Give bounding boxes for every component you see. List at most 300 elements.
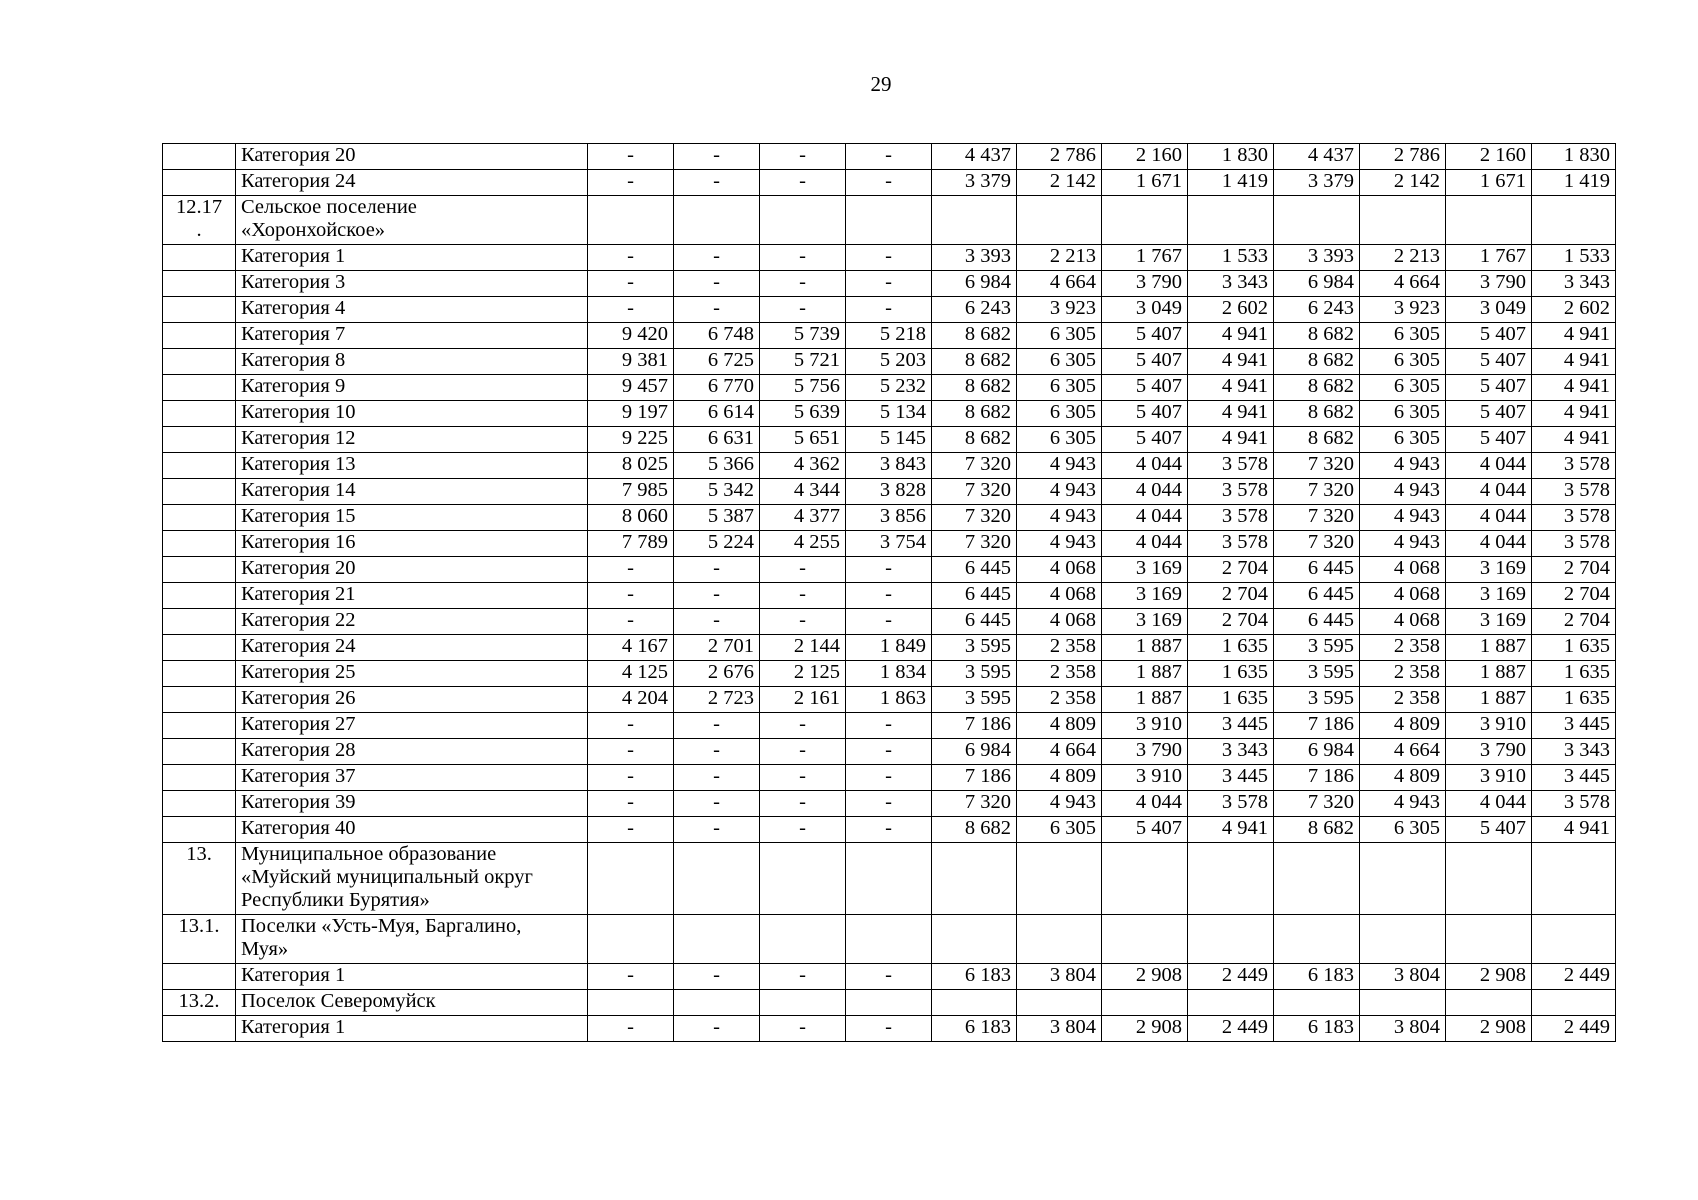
table-row bbox=[163, 479, 1616, 505]
value-cell: 8 682 bbox=[932, 401, 1017, 427]
value-cell bbox=[674, 843, 760, 915]
value-cell: - bbox=[674, 245, 760, 271]
value-cell: 4 664 bbox=[1017, 739, 1102, 765]
value-cell: 3 804 bbox=[1017, 964, 1102, 990]
row-index bbox=[163, 427, 236, 453]
value-cell: 3 049 bbox=[1102, 297, 1188, 323]
row-name: Категория 16 bbox=[236, 531, 588, 557]
value-cell: - bbox=[760, 817, 846, 843]
value-cell: 3 923 bbox=[1017, 297, 1102, 323]
value-cell: 3 910 bbox=[1446, 713, 1532, 739]
value-cell bbox=[1188, 843, 1274, 915]
value-cell: 5 651 bbox=[760, 427, 846, 453]
row-name: Категория 15 bbox=[236, 505, 588, 531]
table-row bbox=[163, 170, 1616, 196]
table-row bbox=[163, 765, 1616, 791]
row-name: Категория 40 bbox=[236, 817, 588, 843]
value-cell: 4 809 bbox=[1017, 713, 1102, 739]
row-name: Категория 4 bbox=[236, 297, 588, 323]
value-cell bbox=[674, 196, 760, 245]
value-cell: - bbox=[846, 791, 932, 817]
value-cell: 5 366 bbox=[674, 453, 760, 479]
value-cell: - bbox=[760, 964, 846, 990]
value-cell: - bbox=[674, 170, 760, 196]
value-cell: 3 445 bbox=[1188, 713, 1274, 739]
row-index bbox=[163, 297, 236, 323]
value-cell: 1 834 bbox=[846, 661, 932, 687]
value-cell: 4 044 bbox=[1102, 791, 1188, 817]
row-name: Категория 22 bbox=[236, 609, 588, 635]
table-row bbox=[163, 661, 1616, 687]
row-name: Категория 39 bbox=[236, 791, 588, 817]
row-index bbox=[163, 170, 236, 196]
table-row bbox=[163, 739, 1616, 765]
table-row bbox=[163, 144, 1616, 170]
value-cell: - bbox=[588, 791, 674, 817]
value-cell: 8 682 bbox=[932, 427, 1017, 453]
value-cell bbox=[1446, 990, 1532, 1016]
value-cell: - bbox=[846, 557, 932, 583]
value-cell: 2 125 bbox=[760, 661, 846, 687]
value-cell: 4 044 bbox=[1446, 791, 1532, 817]
row-name: Категория 24 bbox=[236, 635, 588, 661]
value-cell: - bbox=[846, 170, 932, 196]
value-cell: 4 664 bbox=[1017, 271, 1102, 297]
row-index bbox=[163, 765, 236, 791]
value-cell: 3 595 bbox=[932, 661, 1017, 687]
value-cell: 2 160 bbox=[1446, 144, 1532, 170]
row-name: Категория 27 bbox=[236, 713, 588, 739]
value-cell: 3 578 bbox=[1532, 791, 1616, 817]
value-cell bbox=[1017, 990, 1102, 1016]
value-cell: 4 437 bbox=[932, 144, 1017, 170]
value-cell: - bbox=[760, 557, 846, 583]
value-cell: - bbox=[588, 557, 674, 583]
table-row bbox=[163, 427, 1616, 453]
value-cell: 3 169 bbox=[1446, 557, 1532, 583]
table-row bbox=[163, 1016, 1616, 1042]
value-cell: 1 887 bbox=[1446, 687, 1532, 713]
row-name: Категория 7 bbox=[236, 323, 588, 349]
table-row bbox=[163, 557, 1616, 583]
value-cell bbox=[1017, 843, 1102, 915]
value-cell: - bbox=[674, 739, 760, 765]
row-index bbox=[163, 687, 236, 713]
value-cell: 1 887 bbox=[1102, 661, 1188, 687]
value-cell: 3 790 bbox=[1102, 739, 1188, 765]
value-cell: 2 161 bbox=[760, 687, 846, 713]
value-cell: 6 984 bbox=[932, 739, 1017, 765]
value-cell: 2 144 bbox=[760, 635, 846, 661]
row-name: Категория 21 bbox=[236, 583, 588, 609]
value-cell: 8 682 bbox=[1274, 375, 1360, 401]
row-index: 12.17 . bbox=[163, 196, 236, 245]
value-cell: 5 134 bbox=[846, 401, 932, 427]
value-cell: 1 635 bbox=[1532, 661, 1616, 687]
value-cell: 8 682 bbox=[1274, 323, 1360, 349]
value-cell: 6 183 bbox=[1274, 964, 1360, 990]
row-index bbox=[163, 609, 236, 635]
row-name: Категория 1 bbox=[236, 964, 588, 990]
value-cell: 5 407 bbox=[1102, 427, 1188, 453]
value-cell bbox=[1532, 990, 1616, 1016]
value-cell: 4 943 bbox=[1360, 531, 1446, 557]
value-cell: 5 407 bbox=[1102, 349, 1188, 375]
value-cell: 6 305 bbox=[1017, 427, 1102, 453]
value-cell: 3 578 bbox=[1188, 505, 1274, 531]
value-cell: 3 910 bbox=[1102, 713, 1188, 739]
value-cell: 4 943 bbox=[1017, 791, 1102, 817]
table-row bbox=[163, 401, 1616, 427]
row-name: Категория 20 bbox=[236, 557, 588, 583]
value-cell: 6 305 bbox=[1017, 349, 1102, 375]
value-cell: 3 445 bbox=[1532, 765, 1616, 791]
value-cell: 4 664 bbox=[1360, 271, 1446, 297]
value-cell: 4 941 bbox=[1532, 323, 1616, 349]
value-cell bbox=[1274, 990, 1360, 1016]
value-cell: 3 856 bbox=[846, 505, 932, 531]
value-cell: 2 358 bbox=[1017, 635, 1102, 661]
row-name: Категория 14 bbox=[236, 479, 588, 505]
value-cell: 2 449 bbox=[1188, 1016, 1274, 1042]
row-name: Категория 1 bbox=[236, 1016, 588, 1042]
value-cell bbox=[1188, 990, 1274, 1016]
value-cell: 6 770 bbox=[674, 375, 760, 401]
value-cell bbox=[932, 843, 1017, 915]
table-row bbox=[163, 990, 1616, 1016]
table-row bbox=[163, 297, 1616, 323]
row-name: Категория 25 bbox=[236, 661, 588, 687]
value-cell: 2 704 bbox=[1532, 609, 1616, 635]
value-cell bbox=[1360, 196, 1446, 245]
value-cell bbox=[1274, 915, 1360, 964]
value-cell: 5 739 bbox=[760, 323, 846, 349]
value-cell: 4 809 bbox=[1360, 765, 1446, 791]
value-cell: 8 682 bbox=[932, 817, 1017, 843]
value-cell: 5 203 bbox=[846, 349, 932, 375]
value-cell bbox=[1446, 196, 1532, 245]
value-cell: 3 595 bbox=[1274, 687, 1360, 713]
value-cell: 4 362 bbox=[760, 453, 846, 479]
value-cell: 4 941 bbox=[1532, 427, 1616, 453]
value-cell: 3 804 bbox=[1360, 1016, 1446, 1042]
value-cell: 1 887 bbox=[1446, 661, 1532, 687]
value-cell bbox=[932, 915, 1017, 964]
value-cell: 2 908 bbox=[1102, 964, 1188, 990]
value-cell bbox=[1360, 843, 1446, 915]
value-cell: 4 044 bbox=[1446, 479, 1532, 505]
value-cell: 3 790 bbox=[1446, 739, 1532, 765]
value-cell: 7 985 bbox=[588, 479, 674, 505]
value-cell bbox=[1360, 990, 1446, 1016]
value-cell: 4 068 bbox=[1017, 557, 1102, 583]
value-cell: 3 169 bbox=[1102, 557, 1188, 583]
value-cell: - bbox=[846, 739, 932, 765]
value-cell: 4 377 bbox=[760, 505, 846, 531]
value-cell: - bbox=[588, 297, 674, 323]
row-index bbox=[163, 144, 236, 170]
value-cell: 4 068 bbox=[1360, 557, 1446, 583]
value-cell: 5 756 bbox=[760, 375, 846, 401]
value-cell: 4 204 bbox=[588, 687, 674, 713]
row-index: 13.1. bbox=[163, 915, 236, 964]
value-cell: 8 682 bbox=[1274, 349, 1360, 375]
value-cell: 2 213 bbox=[1017, 245, 1102, 271]
value-cell: 6 725 bbox=[674, 349, 760, 375]
value-cell: 4 044 bbox=[1446, 531, 1532, 557]
value-cell: 2 602 bbox=[1532, 297, 1616, 323]
value-cell: 4 809 bbox=[1360, 713, 1446, 739]
value-cell bbox=[846, 196, 932, 245]
value-cell bbox=[1446, 915, 1532, 964]
value-cell: 4 044 bbox=[1446, 505, 1532, 531]
value-cell: - bbox=[674, 964, 760, 990]
value-cell: - bbox=[760, 609, 846, 635]
value-cell: 3 804 bbox=[1360, 964, 1446, 990]
value-cell: 6 445 bbox=[932, 583, 1017, 609]
value-cell: 4 437 bbox=[1274, 144, 1360, 170]
value-cell: 7 320 bbox=[932, 531, 1017, 557]
value-cell: - bbox=[760, 583, 846, 609]
value-cell: 8 682 bbox=[1274, 427, 1360, 453]
value-cell bbox=[932, 990, 1017, 1016]
row-name: Поселки «Усть-Муя, Баргалино, Муя» bbox=[236, 915, 588, 964]
value-cell: 2 358 bbox=[1360, 661, 1446, 687]
row-name: Категория 12 bbox=[236, 427, 588, 453]
value-cell: 3 790 bbox=[1446, 271, 1532, 297]
value-cell: - bbox=[588, 739, 674, 765]
value-cell: - bbox=[760, 765, 846, 791]
value-cell: 1 635 bbox=[1188, 635, 1274, 661]
value-cell: 1 533 bbox=[1532, 245, 1616, 271]
value-cell bbox=[1017, 915, 1102, 964]
value-cell: 3 578 bbox=[1532, 453, 1616, 479]
value-cell bbox=[1532, 196, 1616, 245]
value-cell: 7 186 bbox=[932, 713, 1017, 739]
value-cell: 3 393 bbox=[1274, 245, 1360, 271]
value-cell: 4 255 bbox=[760, 531, 846, 557]
value-cell: 3 843 bbox=[846, 453, 932, 479]
value-cell: 1 863 bbox=[846, 687, 932, 713]
value-cell: 4 941 bbox=[1532, 375, 1616, 401]
row-index bbox=[163, 791, 236, 817]
value-cell: 6 305 bbox=[1360, 375, 1446, 401]
value-cell: 4 943 bbox=[1360, 791, 1446, 817]
table-row bbox=[163, 687, 1616, 713]
value-cell: 4 809 bbox=[1017, 765, 1102, 791]
value-cell: 3 379 bbox=[1274, 170, 1360, 196]
value-cell: - bbox=[760, 271, 846, 297]
value-cell: 3 578 bbox=[1188, 479, 1274, 505]
value-cell: 6 984 bbox=[1274, 271, 1360, 297]
value-cell: 3 343 bbox=[1532, 739, 1616, 765]
value-cell: 3 393 bbox=[932, 245, 1017, 271]
value-cell: 7 320 bbox=[932, 453, 1017, 479]
value-cell: 3 910 bbox=[1446, 765, 1532, 791]
value-cell: 2 213 bbox=[1360, 245, 1446, 271]
value-cell: - bbox=[846, 713, 932, 739]
value-cell: 4 941 bbox=[1532, 349, 1616, 375]
value-cell: 5 387 bbox=[674, 505, 760, 531]
value-cell: 2 908 bbox=[1102, 1016, 1188, 1042]
row-index bbox=[163, 661, 236, 687]
value-cell: 2 142 bbox=[1360, 170, 1446, 196]
value-cell: 5 232 bbox=[846, 375, 932, 401]
value-cell: 3 169 bbox=[1102, 583, 1188, 609]
value-cell: 4 943 bbox=[1360, 479, 1446, 505]
row-index bbox=[163, 349, 236, 375]
value-cell: - bbox=[674, 609, 760, 635]
value-cell: 2 449 bbox=[1532, 964, 1616, 990]
value-cell: - bbox=[674, 583, 760, 609]
value-cell: - bbox=[588, 609, 674, 635]
value-cell: - bbox=[588, 1016, 674, 1042]
table-row bbox=[163, 635, 1616, 661]
value-cell: 5 407 bbox=[1102, 817, 1188, 843]
value-cell: 4 943 bbox=[1017, 531, 1102, 557]
value-cell: - bbox=[674, 713, 760, 739]
value-cell: 2 704 bbox=[1532, 557, 1616, 583]
row-index bbox=[163, 453, 236, 479]
value-cell: - bbox=[588, 144, 674, 170]
value-cell: - bbox=[588, 817, 674, 843]
value-cell bbox=[846, 843, 932, 915]
value-cell: 4 664 bbox=[1360, 739, 1446, 765]
value-cell: 4 068 bbox=[1017, 583, 1102, 609]
value-cell: 6 305 bbox=[1360, 323, 1446, 349]
row-name: Категория 1 bbox=[236, 245, 588, 271]
table-row bbox=[163, 505, 1616, 531]
value-cell: 3 578 bbox=[1532, 505, 1616, 531]
value-cell: 4 167 bbox=[588, 635, 674, 661]
value-cell: 1 830 bbox=[1532, 144, 1616, 170]
value-cell: 3 169 bbox=[1446, 609, 1532, 635]
value-cell: 1 419 bbox=[1532, 170, 1616, 196]
table-row bbox=[163, 196, 1616, 245]
value-cell: - bbox=[846, 1016, 932, 1042]
row-index bbox=[163, 817, 236, 843]
value-cell bbox=[674, 990, 760, 1016]
value-cell bbox=[1017, 196, 1102, 245]
value-cell: 3 169 bbox=[1446, 583, 1532, 609]
value-cell: 6 445 bbox=[932, 557, 1017, 583]
value-cell: 2 704 bbox=[1188, 609, 1274, 635]
value-cell: 5 407 bbox=[1446, 323, 1532, 349]
table-row bbox=[163, 817, 1616, 843]
value-cell: - bbox=[760, 170, 846, 196]
value-cell: - bbox=[846, 271, 932, 297]
value-cell: - bbox=[674, 557, 760, 583]
value-cell: 1 533 bbox=[1188, 245, 1274, 271]
value-cell: 2 142 bbox=[1017, 170, 1102, 196]
value-cell: - bbox=[760, 1016, 846, 1042]
value-cell: 6 614 bbox=[674, 401, 760, 427]
row-name: Категория 3 bbox=[236, 271, 588, 297]
value-cell: 5 407 bbox=[1102, 375, 1188, 401]
row-index bbox=[163, 964, 236, 990]
value-cell: 5 407 bbox=[1446, 375, 1532, 401]
value-cell: 6 984 bbox=[1274, 739, 1360, 765]
value-cell: 3 828 bbox=[846, 479, 932, 505]
table-row bbox=[163, 531, 1616, 557]
value-cell bbox=[1532, 915, 1616, 964]
value-cell: 6 305 bbox=[1017, 375, 1102, 401]
value-cell: - bbox=[846, 245, 932, 271]
value-cell: 5 407 bbox=[1446, 401, 1532, 427]
value-cell: 2 358 bbox=[1360, 635, 1446, 661]
value-cell: 3 923 bbox=[1360, 297, 1446, 323]
value-cell bbox=[1102, 843, 1188, 915]
value-cell: 4 044 bbox=[1102, 479, 1188, 505]
value-cell: 3 343 bbox=[1188, 739, 1274, 765]
value-cell: 1 887 bbox=[1102, 635, 1188, 661]
row-index bbox=[163, 583, 236, 609]
value-cell: 7 320 bbox=[1274, 531, 1360, 557]
value-cell bbox=[1102, 915, 1188, 964]
value-cell: 6 305 bbox=[1360, 427, 1446, 453]
table-row bbox=[163, 915, 1616, 964]
value-cell: 4 068 bbox=[1360, 583, 1446, 609]
value-cell: 2 602 bbox=[1188, 297, 1274, 323]
value-cell: 2 704 bbox=[1188, 583, 1274, 609]
value-cell: 5 342 bbox=[674, 479, 760, 505]
value-cell: 6 305 bbox=[1017, 817, 1102, 843]
value-cell: 3 790 bbox=[1102, 271, 1188, 297]
value-cell: 7 320 bbox=[932, 791, 1017, 817]
value-cell: 3 595 bbox=[932, 687, 1017, 713]
table-row bbox=[163, 245, 1616, 271]
value-cell: 6 631 bbox=[674, 427, 760, 453]
value-cell: 2 908 bbox=[1446, 964, 1532, 990]
value-cell: - bbox=[588, 765, 674, 791]
value-cell: - bbox=[674, 297, 760, 323]
value-cell: 4 344 bbox=[760, 479, 846, 505]
value-cell: 6 305 bbox=[1360, 401, 1446, 427]
value-cell: 1 671 bbox=[1102, 170, 1188, 196]
value-cell: 1 767 bbox=[1102, 245, 1188, 271]
value-cell: - bbox=[760, 713, 846, 739]
row-index bbox=[163, 635, 236, 661]
row-index bbox=[163, 1016, 236, 1042]
row-index bbox=[163, 557, 236, 583]
value-cell bbox=[760, 915, 846, 964]
value-cell bbox=[1102, 196, 1188, 245]
row-name: Категория 26 bbox=[236, 687, 588, 713]
value-cell bbox=[1188, 915, 1274, 964]
value-cell: 4 125 bbox=[588, 661, 674, 687]
value-cell bbox=[760, 843, 846, 915]
value-cell: - bbox=[588, 271, 674, 297]
table-body bbox=[163, 144, 1616, 1042]
table-row bbox=[163, 583, 1616, 609]
value-cell: 9 225 bbox=[588, 427, 674, 453]
page-number: 29 bbox=[870, 72, 892, 96]
value-cell: - bbox=[760, 245, 846, 271]
value-cell: - bbox=[588, 964, 674, 990]
row-index bbox=[163, 245, 236, 271]
value-cell: 2 786 bbox=[1360, 144, 1446, 170]
value-cell: - bbox=[588, 583, 674, 609]
value-cell: 6 183 bbox=[932, 1016, 1017, 1042]
value-cell bbox=[588, 915, 674, 964]
tariff-table bbox=[162, 143, 1616, 1042]
value-cell: - bbox=[674, 765, 760, 791]
value-cell bbox=[1274, 196, 1360, 245]
value-cell bbox=[760, 990, 846, 1016]
value-cell: 2 704 bbox=[1188, 557, 1274, 583]
value-cell: 4 941 bbox=[1188, 427, 1274, 453]
row-name: Категория 37 bbox=[236, 765, 588, 791]
